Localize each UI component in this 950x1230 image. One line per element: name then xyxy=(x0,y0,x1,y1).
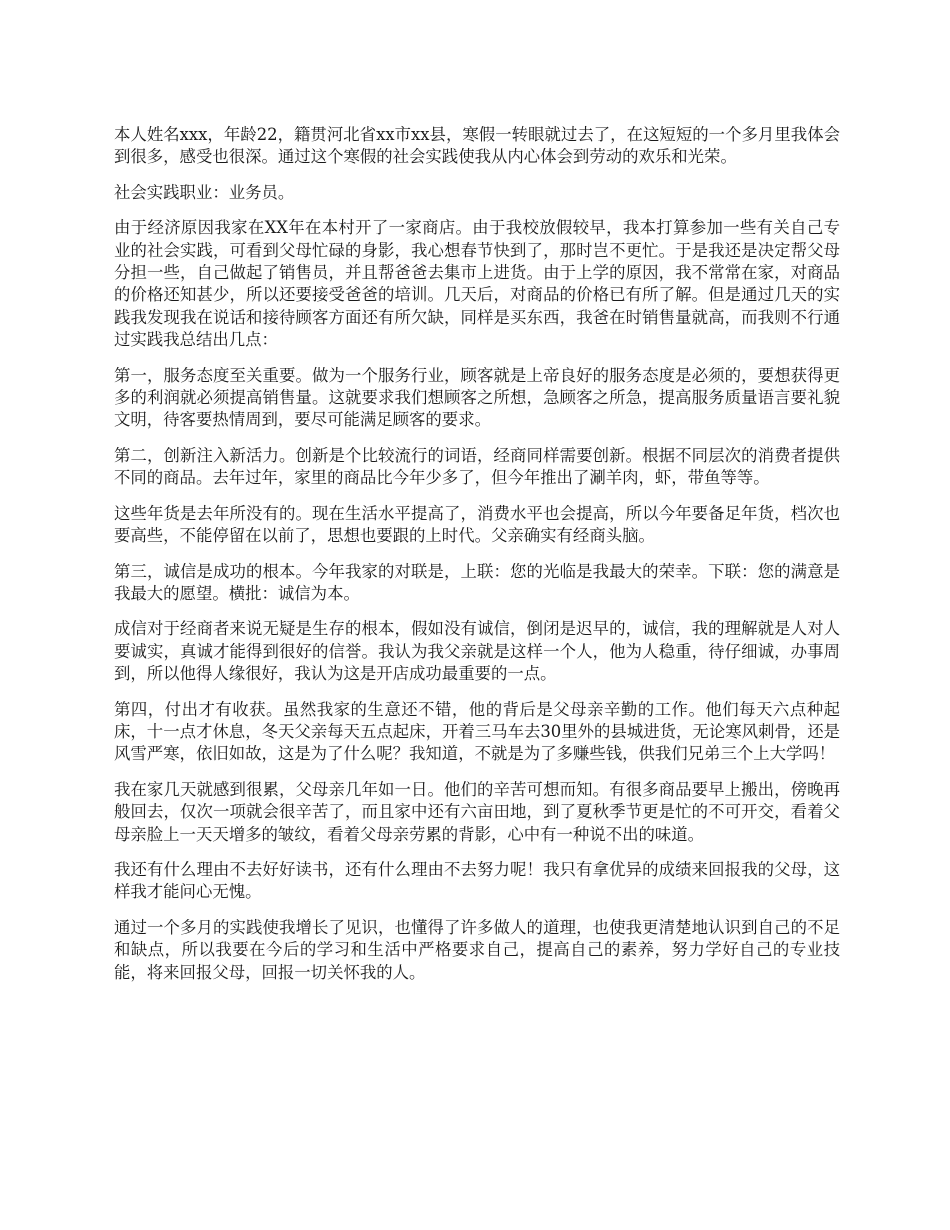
paragraph-integrity: 成信对于经商者来说无疑是生存的根本，假如没有诚信，倒闭是迟早的，诚信，我的理解就是人对人要诚实，真诚才能得到很好的信誉。我认为我父亲就是这样一个人，他为人稳重，待仔细诚，办事周到，所以他得人缘很好，我认为这是开店成功最重要的一点。 xyxy=(114,619,840,684)
paragraph-point-one: 第一，服务态度至关重要。做为一个服务行业，顾客就是上帝良好的服务态度是必须的，要想获得更多的利润就必须提高销售量。这就要求我们想顾客之所想，急顾客之所急，提高服务质量语言要礼貌文明，待客要热情周到，要尽可能满足顾客的要求。 xyxy=(114,365,840,430)
paragraph-point-three: 第三，诚信是成功的根本。今年我家的对联是，上联：您的光临是我最大的荣幸。下联：您的满意是我最大的愿望。横批：诚信为本。 xyxy=(114,561,840,603)
paragraph-hardship: 我在家几天就感到很累，父母亲几年如一日。他们的辛苦可想而知。有很多商品要早上搬出，傍晚再般回去，仅次一项就会很辛苦了，而且家中还有六亩田地，到了夏秋季节更是忙的不可开交，看着父母亲脸上一天天增多的皱纹，看着父母亲劳累的背影，心中有一种说不出的味道。 xyxy=(114,779,840,844)
document-body xyxy=(114,124,840,997)
paragraph-conclusion: 通过一个多月的实践使我增长了见识，也懂得了许多做人的道理，也使我更清楚地认识到自己的不足和缺点，所以我要在今后的学习和生活中严格要求自己，提高自己的素养，努力学好自己的专业技能，将来回报父母，回报一切关怀我的人。 xyxy=(114,917,840,982)
paragraph-point-four: 第四，付出才有收获。虽然我家的生意还不错，他的背后是父母亲辛勤的工作。他们每天六点种起床，十一点才休息，冬天父亲每天五点起床，开着三马车去30里外的县城进货，无论寒风刺骨，还是风雪严寒，依旧如故，这是为了什么呢？我知道，不就是为了多赚些钱，供我们兄弟三个上大学吗！ xyxy=(114,699,840,764)
paragraph-new-goods: 这些年货是去年所没有的。现在生活水平提高了，消费水平也会提高，所以今年要备足年货，档次也要高些，不能停留在以前了，思想也要跟的上时代。父亲确实有经商头脑。 xyxy=(114,503,840,546)
paragraph-background: 由于经济原因我家在XX年在本村开了一家商店。由于我校放假较早，我本打算参加一些有关自己专业的社会实践，可看到父母忙碌的身影，我心想春节快到了，那时岂不更忙。于是我还是决定帮父母分担一些，自己做起了销售员，并且帮爸爸去集市上进货。由于上学的原因，我不常常在家，对商品的价格还知甚少，所以还要接受爸爸的培训。几天后，对商品的价格已有所了解。但是通过几天的实践我发现我在说话和接待顾客方面还有所欠缺，同样是买东西，我爸在时销售量就高，而我则不行通过实践我总结出几点： xyxy=(114,218,840,350)
paragraph-resolve: 我还有什么理由不去好好读书，还有什么理由不去努力呢！我只有拿优异的成绩来回报我的父母，这样我才能问心无愧。 xyxy=(114,859,840,902)
paragraph-intro: 本人姓名xxx，年龄22，籍贯河北省xx市xx县，寒假一转眼就过去了，在这短短的一个多月里我体会到很多，感受也很深。通过这个寒假的社会实践使我从内心体会到劳动的欢乐和光荣。 xyxy=(114,125,840,167)
paragraph-occupation: 社会实践职业：业务员。 xyxy=(114,182,295,202)
paragraph-point-two: 第二，创新注入新活力。创新是个比较流行的词语，经商同样需要创新。根据不同层次的消费者提供不同的商品。去年过年，家里的商品比今年少多了，但今年推出了涮羊肉，虾，带鱼等等。 xyxy=(114,445,840,488)
